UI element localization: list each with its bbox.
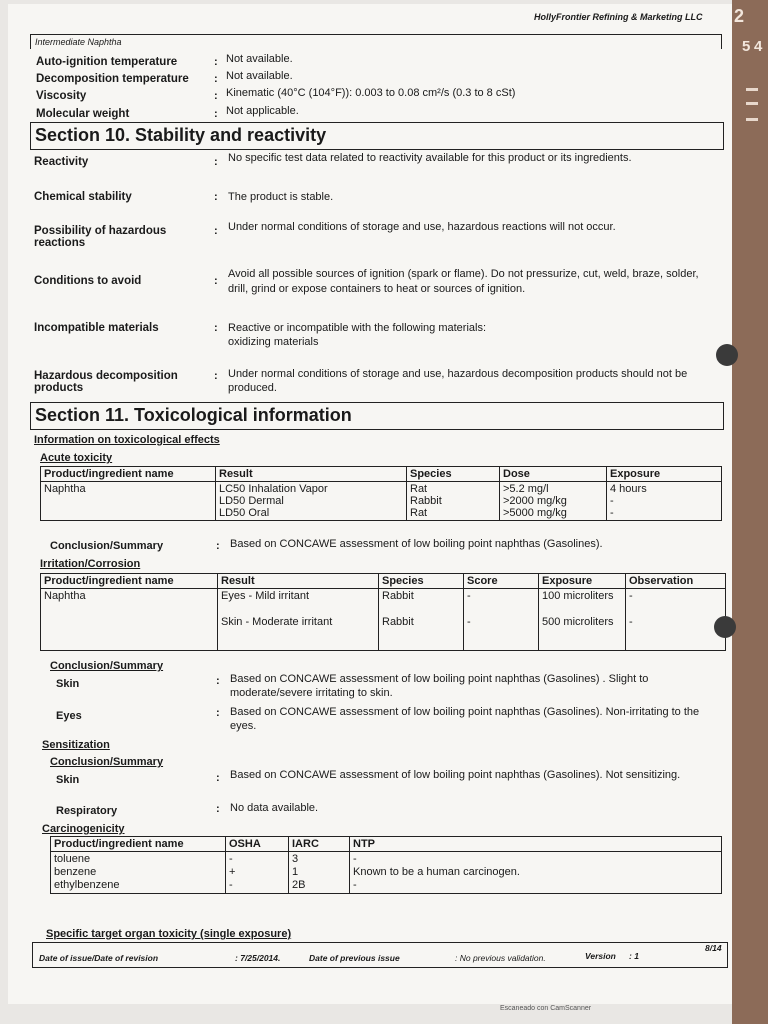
scan-background-edge [732,0,768,1024]
row-value: Reactive or incompatible with the following materials: oxidizing materials [228,322,487,348]
col-header: Product/ingredient name [41,574,218,589]
section-11-header [30,402,724,430]
table-row [41,482,722,521]
table-row: toluene benzene ethylbenzene - + - 3 1 2B - Known to be a human carcinogen. - [51,852,722,894]
acute-heading: Acute toxicity [40,452,113,464]
dose-cell: >5.2 mg/l >2000 mg/kg >5000 mg/kg [500,482,607,521]
date-label: Date of issue/Date of revision [39,953,159,963]
product-cell: Naphtha [41,589,218,651]
respiratory-text: No data available. [230,802,319,814]
result-cell: LC50 Inhalation Vapor LD50 Dermal LD50 Oral [216,482,407,521]
col-header: Species [407,467,500,482]
edge-mark: 4 [754,38,763,55]
section-title: Section 11. Toxicological information [35,405,352,425]
prop-label: Decomposition temperature [36,73,189,85]
carcinogenicity-table [50,836,722,894]
skin-text: Based on CONCAWE assessment of low boiling point naphthas (Gasolines) . Slight to moderate/severe irritating to skin. [230,673,649,699]
row-value: Under normal conditions of storage and use, hazardous decomposition products should not be produced. [228,368,688,394]
col-header: Product/ingredient name [51,837,226,852]
row-value: No specific test data related to reactivity available for this product or its ingredients. [228,152,632,164]
conclusion-heading: Conclusion/Summary [50,756,164,768]
col-header: Result [218,574,379,589]
col-header: Exposure [607,467,722,482]
row-label: Reactivity [34,156,89,168]
hole-punch-mark [714,616,736,638]
prop-label: Viscosity [36,90,87,102]
col-header: Product/ingredient name [41,467,216,482]
sensitization-heading: Sensitization [42,739,110,751]
row-label: Incompatible materials [34,322,159,334]
prop-value: Not applicable. [226,105,299,117]
eyes-label: Eyes [56,710,82,722]
conclusion-heading: Conclusion/Summary [50,660,164,672]
row-value: Under normal conditions of storage and use, hazardous reactions will not occur. [228,221,616,233]
prop-value: Kinematic (40°C (104°F)): 0.003 to 0.08 cm²/s (0.3 to 8 cSt) [226,87,516,99]
section-10-header [30,122,724,150]
species-cell: Rat Rabbit Rat [407,482,500,521]
conclusion-label: Conclusion/Summary [50,540,164,552]
skin-text: Based on CONCAWE assessment of low boiling point naphthas (Gasolines). Not sensitizing. [230,769,681,781]
stot-heading: Specific target organ toxicity (single exposure) [46,928,292,940]
row-label: Chemical stability [34,191,132,203]
col-header: Observation [626,574,726,589]
respiratory-label: Respiratory [56,805,118,817]
product-cell: Naphtha [41,482,216,521]
prop-label: Auto-ignition temperature [36,56,178,68]
acute-toxicity-table [40,466,722,521]
page-number: 8/14 [705,943,722,953]
carcinogenicity-heading: Carcinogenicity [42,823,125,835]
header-box [30,34,722,49]
col-header: Dose [500,467,607,482]
prev-issue-value: : No previous validation. [455,953,546,963]
edge-mark: 5 [742,38,751,55]
document-page: HollyFrontier Refining & Marketing LLC Intermediate Naphtha Auto-ignition temperature : Not available. Decomposition temperature : Not available. Viscosity : Kinematic (40°C (104°F)): 0.003 to 0.08 cm²/s (0.3 to 8 cSt) Molecular weight : Not applicable. Section 10. Stability and reactivity Reactivity : No specific test data related to reactivity available for this product or its ingredients. Chemical stability : The product is stable. Possibility of hazardous reactions : Under normal conditions of storage and use, hazardous reactions will not occur. Conditions to avoid : Avoid all possible sources of ignition (spark or flame). Do not pressurize, cut, weld, braze, solder, drill, grind or expose containers to heat or sources of ignition. Incompatible materials : Reactive or incompatible with the following materials: oxidizing materials Hazardous decomposition products : Under normal conditions of storage and use, hazardous decomposition products should not be produced. Section 11. Toxicological information Information on toxicological effects Acute toxicity Product/ingredient name Result Species Dose Exposure Naphtha LC50 Inhalation Vapor LD50 Dermal LD50 Oral Rat Rabbit Rat >5.2 mg/l >2000 mg/kg >5000 mg/kg 4 hours - - Conclusion/Summary : Based on CONCAWE assessment of low boiling point naphthas (Gasolines). Irritation/Corrosion Product/ingredient name Result Species Score Exposure Observation Naphtha Eyes - Mild irritant Skin - Moderate irritant Rabbit Rabbit - - 100 microliters 500 microliters - - Conclusion/Summary Skin : Based on CONCAWE assessment of low boiling point naphthas (Gasolines) . Slight to moderate/severe irritating to skin. Eyes : Based on CONCAWE assessment of low boiling point naphthas (Gasolines). Non-irritating to the eyes. Sensitization Conclusion/Summary Skin : Based on CONCAWE assessment of low boiling point naphthas (Gasolines). Not sensitizing. Respiratory : No data available. Carcinogenicity Product/ingredient name OSHA IARC NTP toluene benzene ethylbenzene - + - 3 1 2B - Known to be a human carcinogen. - Specific target organ toxicity (single exposure) Date of issue/Date of revision : 7/25/2014. Date of previous issue : No previous validation. Version : 1 8/14 [8,4,732,1004]
version-label: Version [585,951,616,961]
prop-value: Not available. [226,53,293,65]
section-title: Section 10. Stability and reactivity [35,125,327,145]
product-name: Intermediate Naphtha [35,37,122,47]
edge-mark: 2 [734,6,745,26]
irritation-table [40,573,726,651]
col-header: OSHA [226,837,289,852]
date-value: : 7/25/2014. [235,953,281,963]
footer-box [32,942,728,968]
row-label: Hazardous decomposition products [34,370,178,394]
company-name: HollyFrontier Refining & Marketing LLC [534,12,703,22]
col-header: Species [379,574,464,589]
irritation-heading: Irritation/Corrosion [40,558,141,570]
prev-issue-label: Date of previous issue [309,953,400,963]
prop-label: Molecular weight [36,108,130,120]
version-value: : 1 [629,951,639,961]
row-label: Conditions to avoid [34,275,142,287]
skin-label: Skin [56,678,80,690]
col-header: Score [464,574,539,589]
info-heading: Information on toxicological effects [34,434,220,446]
scanner-watermark: Escaneado con CamScanner [500,1005,592,1012]
col-header: NTP [350,837,722,852]
exposure-cell: 4 hours - - [607,482,722,521]
hole-punch-mark [716,344,738,366]
col-header: IARC [289,837,350,852]
row-label: Possibility of hazardous reactions [34,225,167,249]
eyes-text: Based on CONCAWE assessment of low boiling point naphthas (Gasolines). Non-irritating to the eyes. [230,706,700,732]
table-row: Naphtha Eyes - Mild irritant Skin - Moderate irritant Rabbit Rabbit - - 100 microliters 500 microliters - - [41,589,726,651]
conclusion-text: Based on CONCAWE assessment of low boiling point naphthas (Gasolines). [230,538,603,550]
skin-label: Skin [56,774,80,786]
prop-value: Not available. [226,70,293,82]
row-value: Avoid all possible sources of ignition (spark or flame). Do not pressurize, cut, weld, braze, solder, drill, grind or expose containers to heat or sources of ignition. [228,268,699,295]
row-value: The product is stable. [228,191,334,203]
col-header: Exposure [539,574,626,589]
col-header: Result [216,467,407,482]
